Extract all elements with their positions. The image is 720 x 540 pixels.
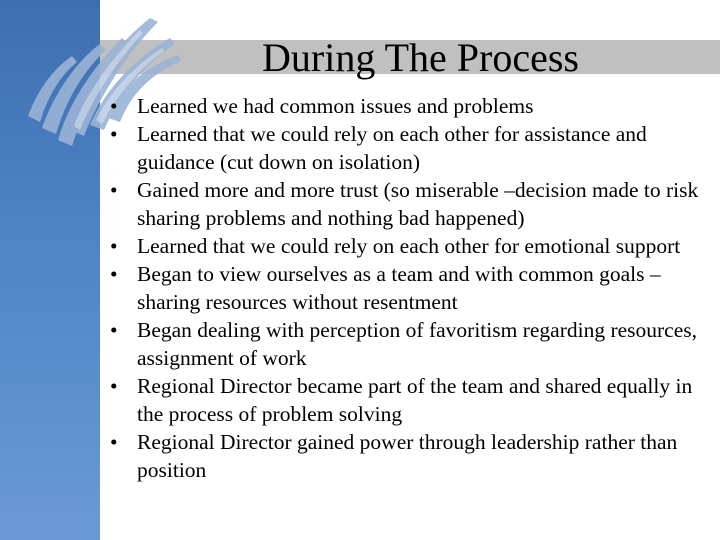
- bullet-text: Gained more and more trust (so miserable –decision made to risk sharing problems and nothing bad happened): [137, 178, 699, 230]
- bullet-marker: •: [110, 318, 118, 342]
- bullet-item: [110, 372, 715, 428]
- bullet-marker: •: [110, 430, 118, 454]
- bullet-item: [110, 428, 715, 484]
- bullet-text: Regional Director gained power through leadership rather than position: [137, 430, 678, 482]
- bullet-text: Regional Director became part of the team and shared equally in the process of problem solving: [137, 374, 693, 426]
- bullet-marker: •: [110, 94, 118, 118]
- bullet-text: Learned that we could rely on each other for assistance and guidance (cut down on isolation): [137, 122, 647, 174]
- bullet-marker: •: [110, 374, 118, 398]
- bullet-text: Began dealing with perception of favoritism regarding resources, assignment of work: [137, 318, 698, 370]
- bullet-list: [110, 92, 715, 484]
- bullet-item: [110, 176, 715, 232]
- slide-title: During The Process: [262, 35, 579, 80]
- bullet-item: [110, 316, 715, 372]
- bullet-text: Began to view ourselves as a team and with common goals –sharing resources without resentment: [137, 262, 661, 314]
- bullet-marker: •: [110, 262, 118, 286]
- bullet-item: [110, 120, 715, 176]
- bullet-marker: •: [110, 122, 118, 146]
- bullet-text: Learned we had common issues and problems: [137, 94, 534, 118]
- bullet-item: [110, 92, 715, 120]
- bullet-text: Learned that we could rely on each other for emotional support: [137, 234, 681, 258]
- bullet-marker: •: [110, 234, 118, 258]
- bullet-marker: •: [110, 178, 118, 202]
- bullet-item: [110, 232, 715, 260]
- bullet-item: [110, 260, 715, 316]
